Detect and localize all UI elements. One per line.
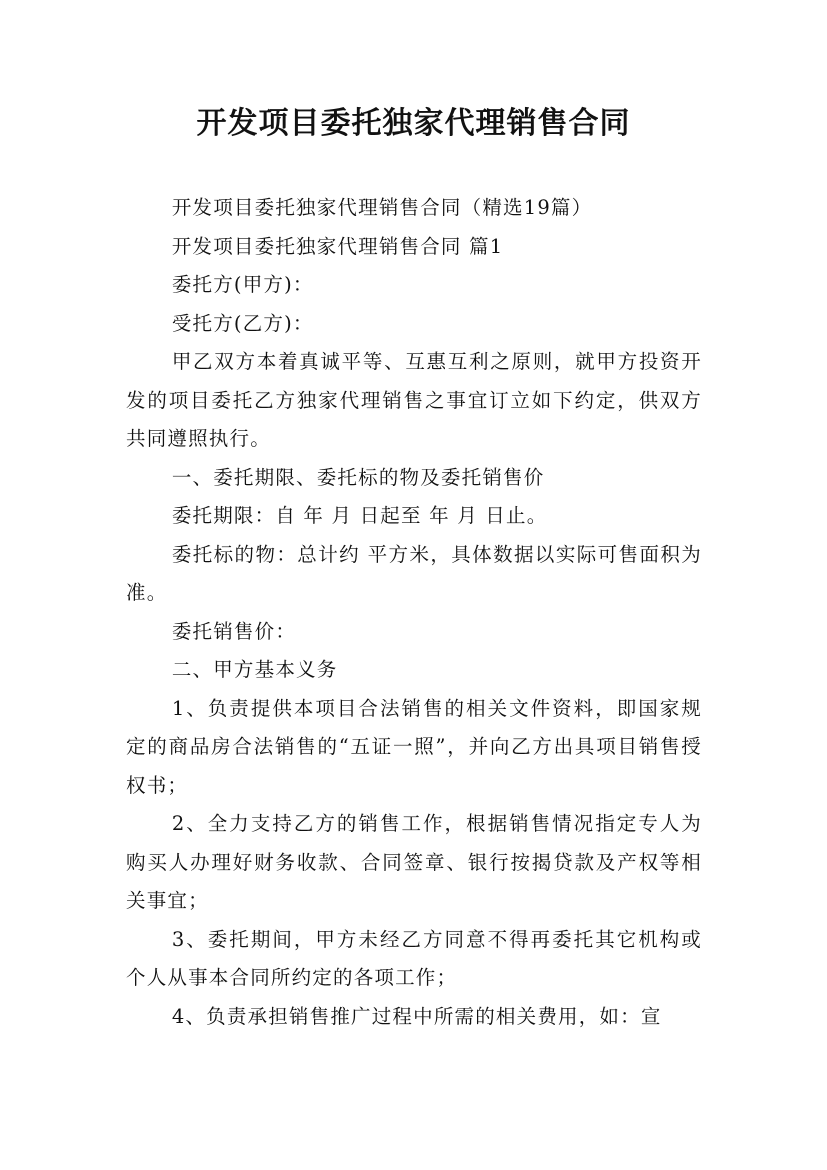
paragraph-duty-3: 3、委托期间，甲方未经乙方同意不得再委托其它机构或个人从事本合同所约定的各项工作； bbox=[126, 927, 702, 989]
paragraph-preamble: 甲乙双方本着真诚平等、互惠互利之原则，就甲方投资开发的项目委托乙方独家代理销售之事宜订立如下约定，供双方共同遵照执行。 bbox=[126, 350, 702, 450]
paragraph-entrust-period: 委托期限：自 年 月 日起至 年 月 日止。 bbox=[171, 504, 548, 527]
paragraph-section-heading: 开发项目委托独家代理销售合同 篇1 bbox=[171, 234, 504, 258]
document-title: 开发项目委托独家代理销售合同 bbox=[196, 106, 631, 141]
paragraph-clause-1-heading: 一、委托期限、委托标的物及委托销售价 bbox=[171, 465, 545, 489]
paragraph-party-b: 受托方(乙方)： bbox=[171, 311, 314, 335]
paragraph-party-a: 委托方(甲方)： bbox=[171, 273, 314, 296]
paragraph-duty-4: 4、负责承担销售推广过程中所需的相关费用，如：宣 bbox=[171, 1004, 662, 1028]
paragraph-entrust-price: 委托销售价： bbox=[171, 619, 297, 643]
paragraph-subtitle: 开发项目委托独家代理销售合同（精选19篇） bbox=[171, 196, 593, 219]
paragraph-entrust-object: 委托标的物：总计约 平方米，具体数据以实际可售面积为准。 bbox=[126, 542, 702, 604]
paragraph-clause-2-heading: 二、甲方基本义务 bbox=[171, 658, 338, 681]
document-body bbox=[126, 189, 702, 1036]
paragraph-duty-1: 1、负责提供本项目合法销售的相关文件资料，即国家规定的商品房合法销售的“五证一照”，并向乙方出具项目销售授权书； bbox=[126, 696, 702, 797]
paragraph-duty-2: 2、全力支持乙方的销售工作，根据销售情况指定专人为购买人办理好财务收款、合同签章、银行按揭贷款及产权等相关事宜； bbox=[126, 812, 702, 912]
